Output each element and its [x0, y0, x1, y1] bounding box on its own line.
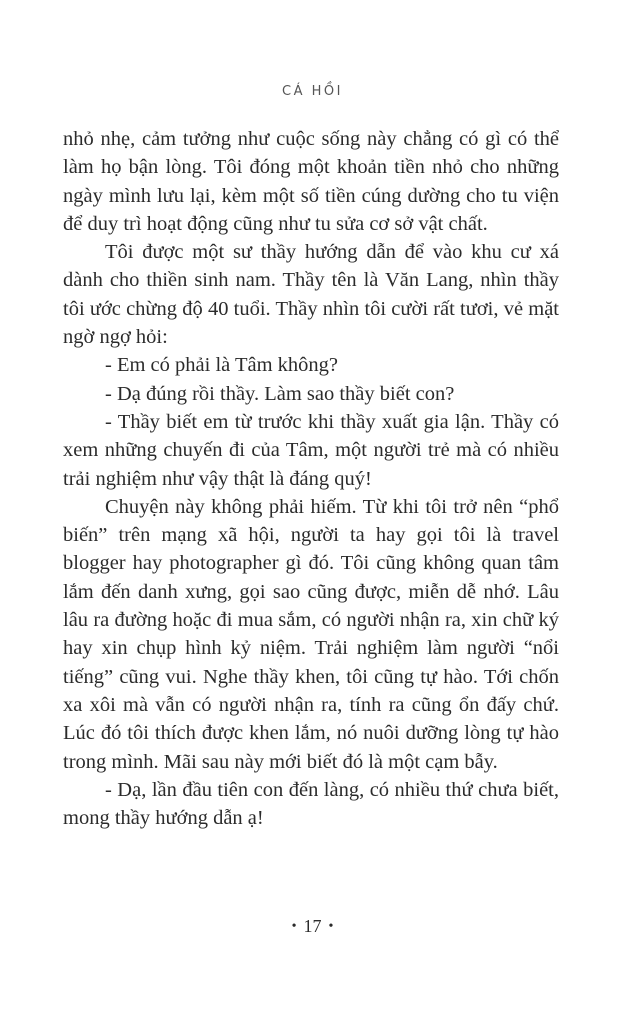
bullet-ornament-icon: • [291, 919, 297, 934]
bullet-ornament-icon: • [328, 919, 334, 934]
page-number-footer [0, 916, 625, 937]
paragraph: nhỏ nhẹ, cảm tưởng như cuộc sống này chẳng có gì có thể làm họ bận lòng. Tôi đóng một khoản tiền nhỏ cho những ngày mình lưu lại, kèm một số tiền cúng dường cho tu viện để duy trì hoạt động cũng như tu sửa cơ sở vật chất. [63, 128, 559, 235]
dialogue-line: - Dạ, lần đầu tiên con đến làng, có nhiều thứ chưa biết, mong thầy hướng dẫn ạ! [63, 778, 559, 830]
running-header: CÁ HỒI [282, 84, 343, 99]
dialogue-line: - Em có phải là Tâm không? [105, 354, 339, 377]
dialogue-line: - Dạ đúng rồi thầy. Làm sao thầy biết con? [105, 382, 455, 405]
dialogue-line: - Thầy biết em từ trước khi thầy xuất gia lận. Thầy có xem những chuyến đi của Tâm, một người trẻ mà có nhiều trải nghiệm như vậy thật là đáng quý! [63, 410, 559, 490]
page-number: 17 [303, 916, 322, 936]
paragraph: Chuyện này không phải hiếm. Từ khi tôi trở nên “phổ biến” trên mạng xã hội, người ta hay gọi tôi là travel blogger hay photographer gì đó. Tôi cũng không quan tâm lắm đến danh xưng, gọi sao cũng được, miễn dễ nhớ. Lâu lâu ra đường hoặc đi mua sắm, có người nhận ra, xin chữ ký hay xin chụp hình kỷ niệm. Trải nghiệm làm người “nổi tiếng” cũng vui. Nghe thầy khen, tôi cũng tự hào. Tới chốn xa xôi mà vẫn có người nhận ra, tính ra cũng ổn đấy chứ. Lúc đó tôi thích được khen lắm, nó nuôi dưỡng lòng tự hào trong mình. Mãi sau này mới biết đó là một cạm bẫy. [63, 495, 559, 773]
body-text [63, 125, 559, 832]
paragraph: Tôi được một sư thầy hướng dẫn để vào khu cư xá dành cho thiền sinh nam. Thầy tên là Văn Lang, nhìn thầy tôi ước chừng độ 40 tuổi. Thầy nhìn tôi cười rất tươi, vẻ mặt ngờ ngợ hỏi: [63, 241, 559, 349]
